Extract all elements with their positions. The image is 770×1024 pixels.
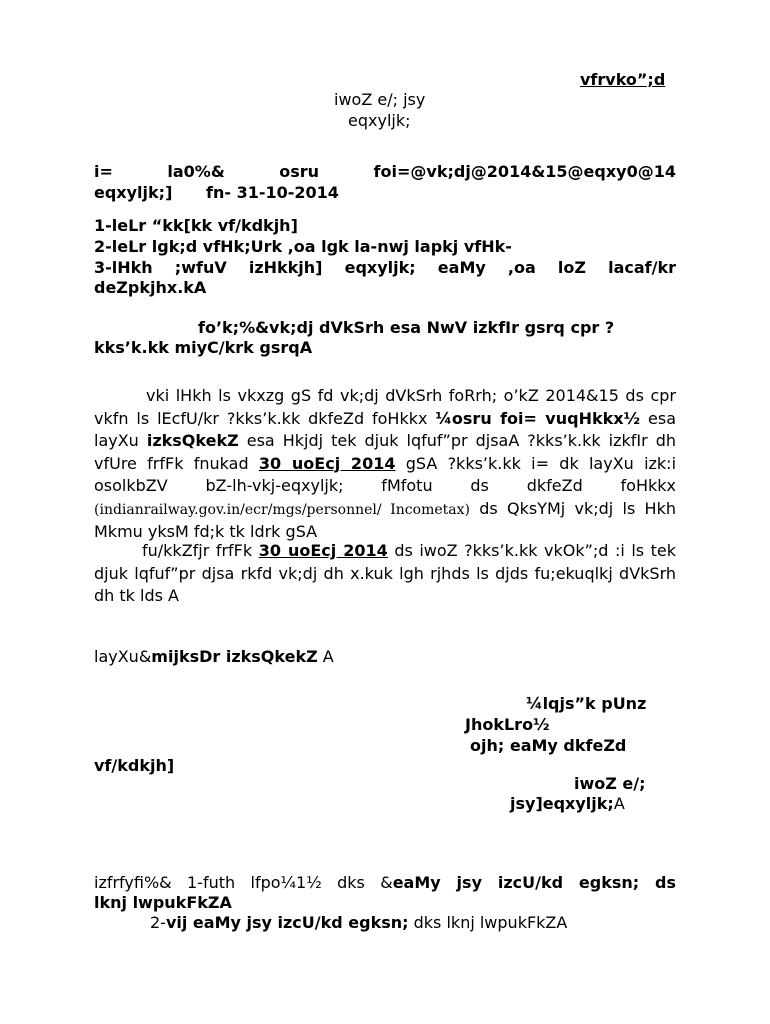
signatory-surname: JhokLro½ xyxy=(465,715,550,734)
subject-line-2: kks’k.kk miyC/krk gsrqA xyxy=(94,338,313,357)
p1-text-2: esa layXu xyxy=(94,408,676,450)
enclosure-line xyxy=(94,647,334,666)
copy-1-recipient: eaMy jsy izcU/kd egksn; ds xyxy=(392,873,676,892)
signatory-name: ¼lqjs”k pUnz xyxy=(526,694,647,713)
copy-1-label: izfrfyfi%& 1-futh lfpo¼1½ dks & xyxy=(94,873,393,892)
p1-text-3: esa Hkjdj tek djuk lqfuf”pr djsaA ?kks’k.kk izkfIr dh vfUre frfFk fnukad xyxy=(94,431,677,473)
urgent-label: vfrvko”;d xyxy=(580,70,666,89)
p1-deadline-date: 30 uoEcj 2014 xyxy=(258,453,396,473)
recipient-3-cont: deZpkjhx.kA xyxy=(94,278,207,297)
p1-proforma: izksQkekZ xyxy=(146,431,239,450)
recipient-2: 2-leLr lgk;d vfHk;Urk ,oa lgk la-nwj lapkj vfHk- xyxy=(94,237,512,256)
p2-text-2: ds iwoZ ?kks’k.kk vkOk”;d :i ls tek djuk lqfuf”pr djsa rkfd vk;dj dh x.kuk lgh rjhds ls djds fu;ekuqlkj dVkSrh dh tk lds A xyxy=(94,541,677,605)
signatory-location-text: jsy]eqxyljk; xyxy=(510,794,614,813)
body-paragraph-2 xyxy=(94,540,676,608)
copy-2-purpose: dks lknj lwpukFkZA xyxy=(408,913,568,932)
p2-deadline-date: 30 uoEcj 2014 xyxy=(258,541,388,560)
p1-text-5: ds QksYMj vk;dj ls Hkh Mkmu yksM fd;k tk ldrk gSA xyxy=(94,498,676,541)
copy-to-2 xyxy=(150,913,567,932)
enclosure-label: layXu& xyxy=(94,647,152,666)
copy-2-number: 2- xyxy=(150,913,166,932)
reference-location: eqxyljk;] xyxy=(94,183,173,202)
signatory-location-end: A xyxy=(613,794,625,813)
recipient-3: 3-lHkh ;wfuV izHkkjh] eqxyljk; eaMy ,oa loZ lacaf/kr xyxy=(94,258,676,277)
signatory-designation-cont: vf/kdkjh] xyxy=(94,756,175,775)
subject-line-1: fo’k;%&vk;dj dVkSrh esa NwV izkfIr gsrq cpr ? xyxy=(198,318,615,337)
copy-1-purpose: lknj lwpukFkZA xyxy=(94,893,232,912)
p1-section-name: ¼osru foi= vuqHkkx½ xyxy=(435,408,641,428)
signatory-designation: ojh; eaMy dkfeZd xyxy=(470,736,627,755)
reference-date: fn- 31-10-2014 xyxy=(206,183,339,202)
p1-website-link[interactable]: (indianrailway.gov.in/ecr/mgs/personnel/ Incometax) xyxy=(94,501,470,518)
copy-to-1 xyxy=(94,873,676,892)
body-paragraph-1 xyxy=(94,385,676,544)
copy-2-recipient: vij eaMy jsy izcU/kd egksn; xyxy=(165,913,409,932)
enclosure-suffix: A xyxy=(317,647,334,666)
recipient-1: 1-leLr “kk[kk vf/kdkjh] xyxy=(94,216,298,235)
office-line-2: eqxyljk; xyxy=(348,111,411,130)
signatory-office: iwoZ e/; xyxy=(574,774,646,793)
p2-text-1: fu/kkZfjr frfFk xyxy=(142,541,259,560)
reference-number: i= la0%& osru foi=@vk;dj@2014&15@eqxy0@14 xyxy=(94,162,676,181)
p1-text-1: vki lHkh ls vkxzg gS fd vk;dj dVkSrh foRrh; o’kZ 2014&15 ds cpr vkfn ls lEcfU/kr ?kks’k.kk dkfeZd foHkkx xyxy=(94,386,676,428)
enclosure-value: mijksDr izksQkekZ xyxy=(151,647,318,666)
office-line-1: iwoZ e/; jsy xyxy=(334,90,426,109)
signatory-location xyxy=(510,794,625,813)
p1-text-4: gSA ?kks’k.kk i= dk layXu izk:i osolkbZV bZ-lh-vkj-eqxyljk; fMfotu ds dkfeZd foHkkx xyxy=(94,453,677,495)
